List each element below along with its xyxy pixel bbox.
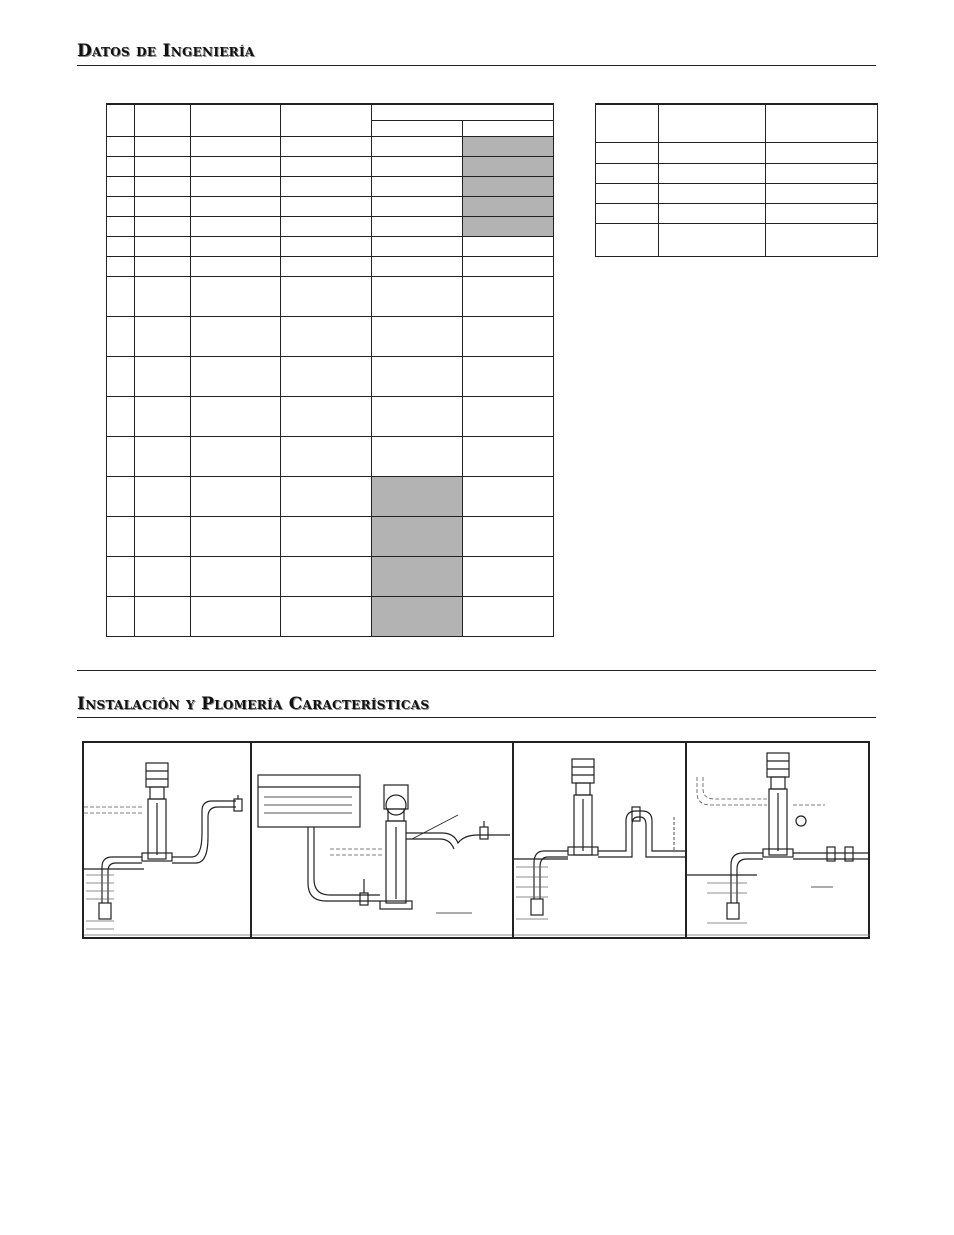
section-rule [77, 717, 876, 718]
pump-diagram [514, 743, 685, 937]
section-rule [77, 65, 876, 66]
table-header-row [596, 104, 878, 142]
table-header-cell [191, 104, 281, 136]
table-row [107, 596, 554, 636]
shaded-cell [463, 136, 554, 156]
table-header-cell [463, 120, 554, 136]
table-header-cell [135, 104, 191, 136]
pump-diagram [252, 743, 512, 937]
shaded-cell [463, 216, 554, 236]
shaded-cell [372, 556, 463, 596]
figure-tank-flooded [252, 743, 514, 937]
shaded-cell [463, 196, 554, 216]
table-row [596, 183, 878, 203]
engineering-data-table [106, 103, 554, 637]
table-row [596, 223, 878, 256]
table-row [107, 156, 554, 176]
table-header-cell [107, 104, 135, 136]
side-data-table [595, 103, 878, 257]
table-row [107, 216, 554, 236]
section-title-engineering: Datos de Ingeniería [77, 41, 255, 61]
pump-diagram [687, 743, 870, 937]
table-row [107, 556, 554, 596]
table-row [107, 396, 554, 436]
table-row [107, 176, 554, 196]
figure-elevated-discharge [514, 743, 687, 937]
pump-diagram [84, 743, 250, 937]
table-row [107, 196, 554, 216]
table-row [107, 276, 554, 316]
figure-suction-lift [84, 743, 252, 937]
table-row [107, 436, 554, 476]
table-row [596, 203, 878, 223]
shaded-cell [372, 516, 463, 556]
shaded-cell [463, 156, 554, 176]
section-title-installation: Instalación y Plomería Características [77, 694, 430, 714]
table-row [107, 516, 554, 556]
table-row [107, 136, 554, 156]
table-row [107, 476, 554, 516]
table-row [107, 356, 554, 396]
installation-figures [82, 741, 870, 939]
table-row [596, 163, 878, 183]
shaded-cell [372, 596, 463, 636]
figure-suction-lift-bypass [687, 743, 872, 937]
shaded-cell [372, 476, 463, 516]
table-row [107, 316, 554, 356]
table-row [596, 142, 878, 163]
section-rule [77, 670, 876, 671]
table-header-cell [281, 104, 372, 136]
shaded-cell [463, 176, 554, 196]
table-row [107, 236, 554, 256]
table-header-cell [372, 104, 554, 120]
table-row [107, 256, 554, 276]
table-header-cell [372, 120, 463, 136]
